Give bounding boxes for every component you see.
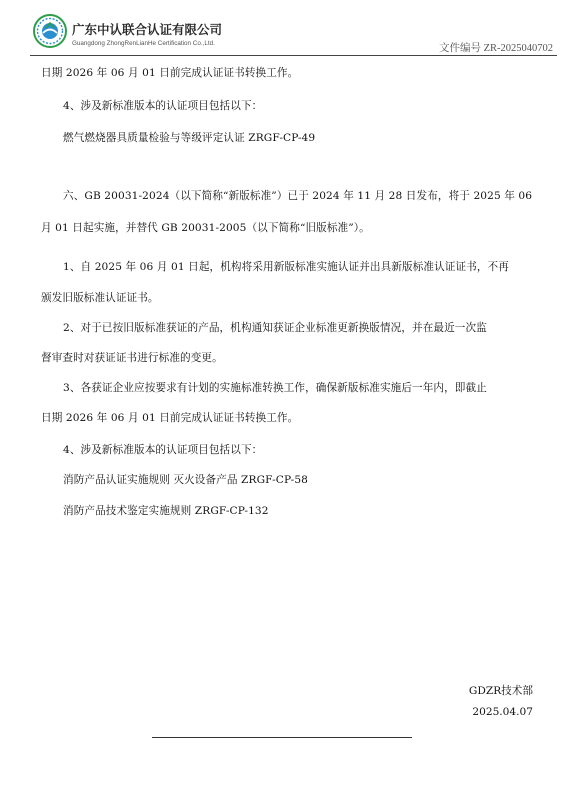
- paragraph-line: 六、GB 20031-2024（以下简称“新版标准”）已于 2024 年 11 月 28 日发布，将于 2025 年 06: [63, 190, 533, 202]
- paragraph-line: 1、自 2025 年 06 月 01 日起，机构将采用新版标准实施认证并出具新版标准认证证书，不再: [63, 261, 509, 273]
- company-logo-icon: [33, 14, 67, 48]
- footer-divider: [152, 737, 412, 738]
- paragraph-line: 消防产品技术鉴定实施规则 ZRGF-CP-132: [63, 505, 269, 517]
- company-name-english: Guangdong ZhongRenLianHe Certification Co.,Ltd.: [72, 40, 215, 47]
- company-name-chinese: 广东中认联合认证有限公司: [72, 22, 223, 37]
- paragraph-line: 日期 2026 年 06 月 01 日前完成认证证书转换工作。: [41, 67, 299, 79]
- signature-date: 2025.04.07: [472, 706, 533, 718]
- paragraph-line: 燃气燃烧器具质量检验与等级评定认证 ZRGF-CP-49: [63, 132, 316, 144]
- paragraph-line: 颁发旧版标准认证证书。: [41, 292, 159, 304]
- paragraph-line: 4、涉及新标准版本的认证项目包括以下：: [63, 444, 263, 456]
- paragraph-line: 消防产品认证实施规则 灭火设备产品 ZRGF-CP-58: [63, 474, 309, 486]
- paragraph-line: 4、涉及新标准版本的认证项目包括以下：: [63, 100, 263, 112]
- paragraph-line: 2、对于已按旧版标准获证的产品，机构通知获证企业标准更新换版情况，并在最近一次监: [63, 322, 487, 334]
- header-divider: [30, 55, 557, 56]
- paragraph-line: 3、各获证企业应按要求有计划的实施标准转换工作，确保新版标准实施后一年内，即截止: [63, 382, 487, 394]
- paragraph-line: 日期 2026 年 06 月 01 日前完成认证证书转换工作。: [41, 412, 299, 424]
- signature-department: GDZR技术部: [468, 685, 533, 697]
- document-number: 文件编号 ZR-2025040702: [438, 43, 553, 54]
- paragraph-line: 督审查时对获证证书进行标准的变更。: [41, 352, 223, 364]
- paragraph-line: 月 01 日起实施，并替代 GB 20031-2005（以下简称“旧版标准”）。: [41, 222, 370, 234]
